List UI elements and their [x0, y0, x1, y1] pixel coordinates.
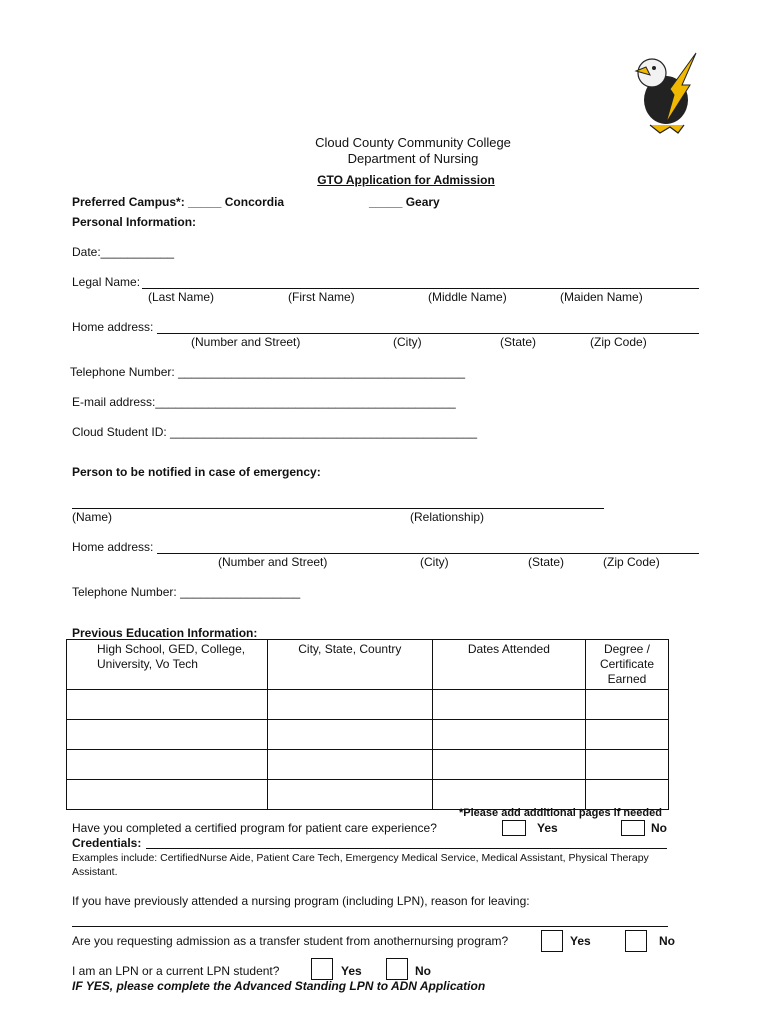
- home-address-field[interactable]: [157, 333, 699, 334]
- certified-no-label: No: [651, 821, 667, 835]
- table-cell[interactable]: [432, 690, 585, 720]
- emergency-zip-caption: (Zip Code): [603, 555, 660, 569]
- credentials-examples: Examples include: CertifiedNurse Aide, Patient Care Tech, Emergency Medical Service, Medical Assistant, Physical Therapy Assistant.: [72, 852, 649, 878]
- reason-for-leaving-field[interactable]: [72, 926, 668, 927]
- email-field[interactable]: E-mail address:_____________________________________________: [72, 395, 456, 409]
- table-cell[interactable]: [67, 780, 268, 810]
- emergency-address-label: Home address:: [72, 540, 154, 554]
- preferred-campus-concordia[interactable]: Preferred Campus*: _____ Concordia: [72, 195, 285, 209]
- institution-column-header: High School, GED, College, University, Vo Tech: [67, 640, 268, 690]
- table-cell[interactable]: [267, 780, 432, 810]
- table-cell[interactable]: [67, 750, 268, 780]
- home-address-label: Home address:: [72, 320, 154, 334]
- preferred-campus-geary[interactable]: _____ Geary: [369, 195, 440, 209]
- student-id-field[interactable]: Cloud Student ID: ______________________________________________: [72, 425, 478, 439]
- legal-name-field[interactable]: [142, 288, 699, 289]
- transfer-yes-checkbox[interactable]: [541, 930, 563, 952]
- address-state-caption: (State): [500, 335, 537, 349]
- table-cell[interactable]: [432, 720, 585, 750]
- education-header-row: [67, 640, 669, 690]
- legal-maiden-name-caption: (Maiden Name): [560, 290, 643, 304]
- address-street-caption: (Number and Street): [191, 335, 301, 349]
- lpn-question: I am an LPN or a current LPN student?: [72, 964, 280, 978]
- additional-pages-note: *Please add additional pages if needed: [459, 807, 662, 819]
- table-cell[interactable]: [67, 690, 268, 720]
- emergency-street-caption: (Number and Street): [218, 555, 328, 569]
- table-cell[interactable]: [267, 750, 432, 780]
- emergency-name-field[interactable]: [72, 508, 604, 509]
- emergency-city-caption: (City): [420, 555, 449, 569]
- transfer-no-label: No: [659, 934, 675, 948]
- address-city-caption: (City): [393, 335, 422, 349]
- table-cell[interactable]: [585, 780, 668, 810]
- certified-yes-checkbox[interactable]: [502, 820, 526, 836]
- emergency-name-caption: (Name): [72, 510, 113, 524]
- address-zip-caption: (Zip Code): [590, 335, 647, 349]
- dates-column-header: Dates Attended: [432, 640, 585, 690]
- emergency-telephone-field[interactable]: Telephone Number: __________________: [72, 585, 301, 599]
- lpn-no-label: No: [415, 964, 431, 978]
- table-cell[interactable]: [432, 750, 585, 780]
- emergency-relationship-caption: (Relationship): [410, 510, 485, 524]
- lpn-yes-label: Yes: [341, 964, 362, 978]
- department-name: Department of Nursing: [347, 151, 479, 166]
- credentials-label: Credentials:: [72, 836, 142, 850]
- eagle-mascot-icon: [630, 45, 706, 137]
- table-row[interactable]: [67, 750, 669, 780]
- table-row[interactable]: [67, 720, 669, 750]
- telephone-field[interactable]: Telephone Number: ___________________________________________: [70, 365, 466, 379]
- table-row[interactable]: [67, 780, 669, 810]
- transfer-question: Are you requesting admission as a transfer student from anothernursing program?: [72, 934, 509, 948]
- education-table: [66, 639, 669, 810]
- emergency-heading: Person to be notified in case of emergency:: [72, 465, 321, 479]
- legal-middle-name-caption: (Middle Name): [428, 290, 507, 304]
- table-cell[interactable]: [585, 690, 668, 720]
- legal-first-name-caption: (First Name): [288, 290, 355, 304]
- emergency-state-caption: (State): [528, 555, 565, 569]
- legal-name-label: Legal Name:: [72, 275, 141, 289]
- certified-program-question: Have you completed a certified program for patient care experience?: [72, 821, 437, 835]
- table-cell[interactable]: [585, 720, 668, 750]
- table-cell[interactable]: [267, 720, 432, 750]
- emergency-address-field[interactable]: [157, 553, 699, 554]
- transfer-yes-label: Yes: [570, 934, 591, 948]
- location-column-header: City, State, Country: [267, 640, 432, 690]
- lpn-yes-checkbox[interactable]: [311, 958, 333, 980]
- education-heading: Previous Education Information:: [72, 626, 258, 640]
- legal-last-name-caption: (Last Name): [148, 290, 215, 304]
- transfer-no-checkbox[interactable]: [625, 930, 647, 952]
- lpn-instructions: IF YES, please complete the Advanced Standing LPN to ADN Application: [72, 979, 486, 993]
- college-name: Cloud County Community College: [315, 135, 511, 150]
- table-cell[interactable]: [432, 780, 585, 810]
- table-cell[interactable]: [267, 690, 432, 720]
- date-field[interactable]: Date:___________: [72, 245, 175, 259]
- personal-info-heading: Personal Information:: [72, 215, 197, 229]
- previous-nursing-question: If you have previously attended a nursing program (including LPN), reason for leaving:: [72, 894, 530, 908]
- form-title: GTO Application for Admission: [317, 173, 495, 187]
- degree-column-header: Degree / Certificate Earned: [585, 640, 668, 690]
- lpn-no-checkbox[interactable]: [386, 958, 408, 980]
- table-cell[interactable]: [585, 750, 668, 780]
- table-cell[interactable]: [67, 720, 268, 750]
- certified-yes-label: Yes: [537, 821, 558, 835]
- table-row[interactable]: [67, 690, 669, 720]
- credentials-field[interactable]: [146, 848, 667, 849]
- certified-no-checkbox[interactable]: [621, 820, 645, 836]
